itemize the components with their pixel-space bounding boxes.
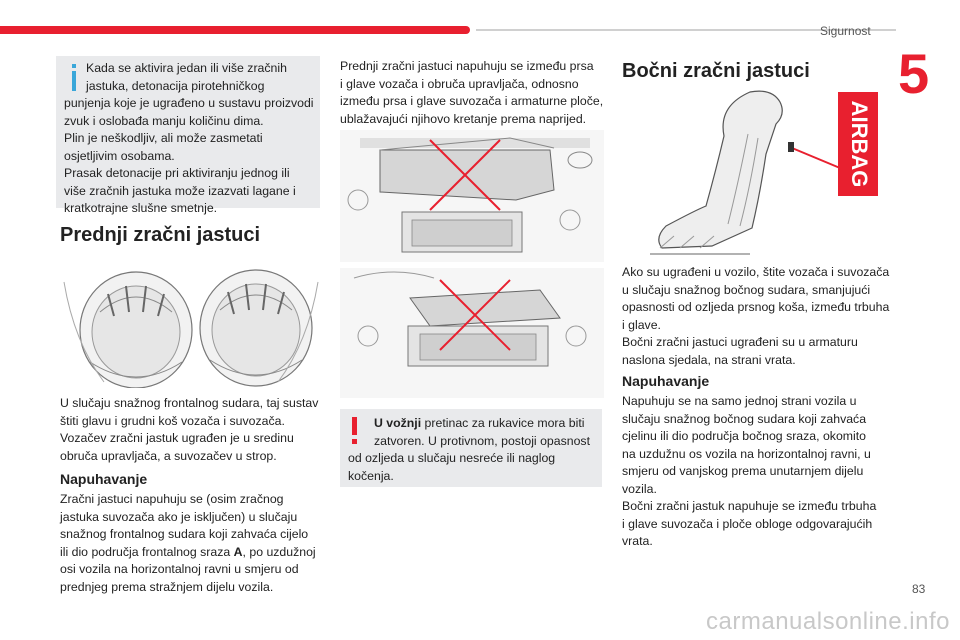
info-line: punjenja koje je ugrađeno u sustavu proizvodi xyxy=(64,96,314,110)
front-airbags-text: U slučaju snažnog frontalnog sudara, taj sustav xyxy=(60,396,319,410)
warning-text: kočenja. xyxy=(348,468,394,483)
info-line: jastuka, detonacija pirotehničkog xyxy=(86,78,265,93)
side-airbags-text: u slučaju snažnog bočnog sudara, smanjujući xyxy=(622,282,871,297)
side-airbags-text: opasnosti od ozljeda prsnog koša, između trbuha xyxy=(622,300,890,314)
front-airbags-inflate-text: i glave vozača i obruča upravljača, odnosno xyxy=(340,76,579,91)
side-inflation-text: i glave suvozača i ploče obloge odgovarajućih xyxy=(622,516,873,531)
front-inflation-text: , po uzdužnoj xyxy=(242,544,316,559)
zone-a-label: A xyxy=(233,544,243,559)
info-box xyxy=(56,56,320,215)
info-line: osjetljivim osobama. xyxy=(64,148,175,163)
info-line: više zračnih jastuka može izazvati lagane i xyxy=(64,183,296,198)
warning-bold: U vožnji xyxy=(374,416,422,430)
front-airbags-illustration xyxy=(60,252,322,388)
info-icon xyxy=(72,64,76,91)
chapter-number: 5 xyxy=(898,42,930,105)
side-airbags-text: naslona sjedala, na strani vrata. xyxy=(622,352,796,367)
info-line: zvuk i oslobađa manju količinu dima. xyxy=(64,113,264,128)
front-airbags-inflate-text: ublažavajući njihovo kretanje prema naprijed. xyxy=(340,111,587,126)
front-inflation-text: ili dio područja frontalnog sraza xyxy=(60,544,234,559)
front-airbags-text: štiti glavu i grudni koš vozača i suvozača. xyxy=(60,413,285,428)
watermark-url: carmanualsonline.info xyxy=(706,608,950,635)
front-airbags-text: obruča upravljača, a suvozačev u strop. xyxy=(60,448,277,463)
front-inflation-text xyxy=(60,544,322,562)
front-airbags-heading: Prednji zračni jastuci xyxy=(60,224,261,246)
side-airbags-text: Ako su ugrađeni u vozilo, štite vozača i suvozača xyxy=(622,265,890,279)
front-airbags-inflate-text: Prednji zračni jastuci napuhuju se između prsa xyxy=(340,59,594,73)
side-inflation-text: Bočni zračni jastuk napuhuje se između trbuha xyxy=(622,499,877,513)
front-inflation-text: snažnog frontalnog sudara koji zahvaća cijelo xyxy=(60,527,309,541)
side-airbags-heading: Bočni zračni jastuci xyxy=(622,60,810,82)
side-inflation-text: cjelinu ili dio područja bočnog sraza, okomito xyxy=(622,429,867,443)
side-inflation-subheading: Napuhavanje xyxy=(622,373,710,389)
warning-icon xyxy=(352,417,358,445)
side-inflation-text: na uzdužnu os vozila na horizontalnoj ravni, u xyxy=(622,446,871,461)
side-airbag-seat-illustration xyxy=(640,88,880,260)
front-inflation-text: Zračni jastuci napuhuju se (osim zračnog xyxy=(60,492,284,506)
side-inflation-text: smjeru od vanjskog prema unutarnjem dijelu xyxy=(622,464,864,478)
airbag-label: AIRBAG xyxy=(847,100,873,188)
side-inflation-text: Napuhuju se na samo jednoj strani vozila u xyxy=(622,394,857,408)
warning-text: od ozljeda u slučaju nesreće ili naglog xyxy=(348,451,556,465)
header-accent-bar xyxy=(0,26,470,34)
glovebox-illustration xyxy=(340,130,604,400)
side-inflation-text: vozila. xyxy=(622,481,657,496)
front-inflation-text: osi vozila na horizontalnoj ravni u smjeru od xyxy=(60,562,299,576)
warning-box xyxy=(340,409,602,487)
warning-text: pretinac za rukavice mora biti xyxy=(421,416,585,430)
warning-text: zatvoren. U protivnom, postoji opasnost xyxy=(374,433,590,448)
front-airbags-text: Vozačev zračni jastuk ugrađen je u sredinu xyxy=(60,431,294,445)
side-inflation-text: vrata. xyxy=(622,534,653,548)
front-inflation-text: jastuka suvozača ako je isključen) u slučaju xyxy=(60,509,298,524)
info-line: Prasak detonacije pri aktiviranju jednog ili xyxy=(64,166,290,180)
info-line: Plin je neškodljiv, ali može zasmetati xyxy=(64,131,263,145)
front-inflation-subheading: Napuhavanje xyxy=(60,471,148,487)
info-line: Kada se aktivira jedan ili više zračnih xyxy=(86,61,287,75)
front-airbags-inflate-text: između prsa i glave suvozača i armaturne ploče, xyxy=(340,94,604,108)
section-title: Sigurnost xyxy=(820,24,871,38)
side-inflation-text: slučaju snažnog bočnog sudara koji zahvaća xyxy=(622,411,867,426)
page-number: 83 xyxy=(912,582,926,596)
side-airbags-text: Bočni zračni jastuci ugrađeni su u armaturu xyxy=(622,335,858,349)
info-line: kratkotrajne slušne smetnje. xyxy=(64,201,218,215)
side-airbags-text: i glave. xyxy=(622,317,661,332)
front-inflation-text: prednjeg prema stražnjem dijelu vozila. xyxy=(60,579,274,594)
